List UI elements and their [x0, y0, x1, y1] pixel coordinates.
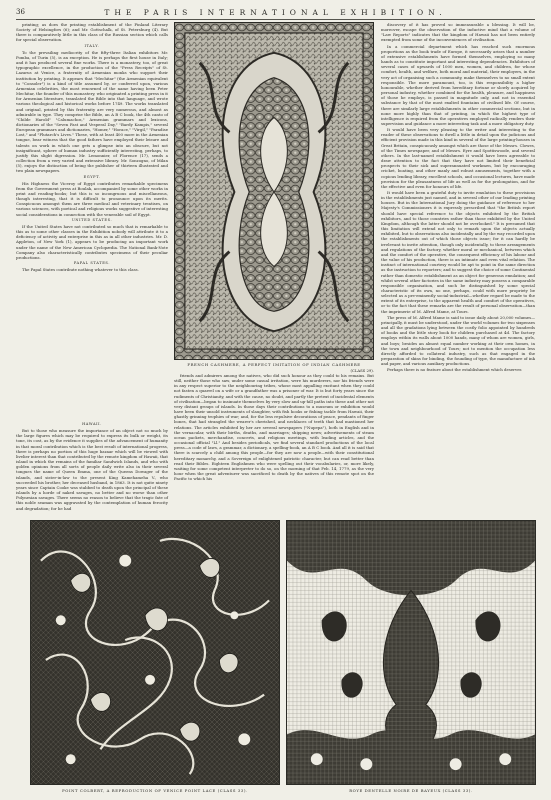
bayeux-lace-image [287, 521, 535, 784]
figure-caption-bayeux: ROYE DENTELLE NOIRE DE BAYEUX (CLASS 33). [349, 788, 473, 793]
paragraph: The press of M. Alfred Mame is said to issue daily about 20,000 volumes—principally, it must be understood, under the world volumes for two sixpenses and all the gradations lying between the costly folio appointed by hundreds of books and the little story book for children purchased at 4d. The factory employs within its walls about 1000 hands, many of whom are women, girls, and boys; besides an almost equal number working at their own homes, in the town and neighbourhood of Tours; not to mention the occupation less directly afforded to collateral industry, such as that engaged in the preparation of skins for binding, the founding of type, the manufacture of ink and paper, and various auxiliary productions. [381, 314, 535, 367]
article-column-left-lower [16, 421, 168, 517]
paragraph: In a commercial department which has reached such enormous proportions as the book trade of Europe, it necessarily arises that a number of extensive establishments have formed themselves, employing so many hands as to constitute important and interesting dependencies. Exhibitors of several cases of upwards of 1000 men, women, and children, for whose comfort, health, and welfare, both moral and material, their employers, in the very act of organising such a community, make themselves to no small extent responsible. The more paramount, too, is this responsibility a higher honourable, whether derived from hereditary fortune or slowly acquired by personal industry, whether combined for the health, pleasure, and happiness of those he employs, is passed in magnitude only, and not in essential substance by that of the most exalted fountains of civilised life. Of course, there are similarly large establishments in other commercial sections, but in none more highly than that of printing, in which the highest type of intelligence is required from the operatives employed radically renders their supervision and guidance a more interesting task and a more obligatory duty. [381, 43, 535, 126]
section-heading-italy: ITALY. [84, 43, 100, 48]
cashmere-pattern-image [175, 23, 373, 359]
page-header [16, 8, 535, 18]
figure-caption-colbert: POINT COLBERT, A REPRODUCTION OF VENICE POINT LACE (CLASS 33). [62, 788, 248, 793]
paragraph: But to those who measure the importance of an object not so much by the large figures which may be required to express its bulk or weight, its tone, its cost, as by the evidence it supplies of the advancement of humanity in that moral contribution which is the best result of international progress, there is perhaps no portion of this huge bazaar which will be viewed with livelier interest than that contributed by the remote kingdom of Hawaii, that island in which the remains of the familiar Sandwich Islands, and who with golden opinions from all sorts of people daily write also in their several tongues the name of Queen Emma, one of the Queens Dowager of the islands, and sister-in-law to the present King Kamehameha V., who succeeded his brother, her deceased husband, in 1863. It is not quite ninety years since Captain Cooke was stabbed to death upon the principal of these islands by a horde of naked savages, no better and no worse than other Polynesian savages. There seems no reason to believe that the tragic fate of this noble seaman was aggravated by the contemplation of human ferocity and degradation; for he had [16, 428, 168, 511]
figure-caption-cashmere: FRENCH CASHMERE, A PERFECT IMITATION OF INDIAN CASHMERE [187, 362, 361, 367]
section-heading-egypt: EGYPT. [83, 174, 101, 179]
paragraph: discovery of it has proved so immeasurable a blessing. It will be, moreover, escape the observation of the inductive mind that a volume of "Law Reports" indicates that the kingdom of Hawaii has not been entirely exempted from some of the inconveniences of civilisation. [381, 22, 535, 43]
section-heading-hawaii: HAWAII. [82, 422, 102, 426]
paragraph: The Papal States contribute nothing whatever to this class. [22, 267, 139, 273]
figure-class-label: (CLASS 29). [350, 368, 374, 373]
paragraph: If the United States have not contributed so much that is remarkable to this as to some other classes in the Exhibition nobody will attribute it to a deficiency of activity and enterprise in this as in all other industries. Mr. D. Appleton, of New York (1), appears to be producing an important work under the name of the New American Cyclopædia. The National Bank-Note Company also characteristically contributes specimens of their peculiar productions. [16, 223, 168, 260]
paragraph: His Highness the Viceroy of Egypt contributes remarkable specimens from the Government press at Boulak, accompanied by some other works in print and reading-books; but this is so incongruous and miscellaneous, though interesting, that it is difficult to pronounce upon its merits. Conspicuous amongst them are three medical and veterinary treatises, on various sciences, with poetical and religious works suggestive of interesting social considerations in connection with the venerable soil of Egypt. [16, 180, 168, 217]
page-number: 36 [16, 8, 25, 16]
section-heading-united-states: UNITED STATES. [71, 217, 113, 222]
figure-bayeux-lace [286, 520, 536, 785]
figure-french-cashmere [174, 22, 374, 360]
paragraph: It would have been very pleasing to the writer and interesting to the reader of these observations to dwell a little in detail upon the judicious and efficient provision made in this kind in several of the large printing-houses in Great Britain, conspicuously amongst which are those of the Messrs. Clowes, of the Times newspaper, and of Messrs. Eyre and Spottiswoode, and several others. In the last-named establishment it would have been agreeable to draw attention to the fact that they have not limited their beneficial prospects to their sick and superannuated workmen, but by encouraging cricket, boating, and other manly and robust amusements, together with a copious lending library, excellent schools, and occasional lectures, have made provision for the pleasantness of life as well as for the prolongation, and for the effective and even for honours of life. [381, 127, 535, 189]
paragraph: friends and admirers among the natives, who did such honour as they could to his remains. But still, neither those who saw, under some casual irritation, were his murderers, nor his friends were in any respect superior to the neighbouring tribes, whose most appalling excitant when they could not fasten a quarrel on a wife or a grandfather was a prisoner of war. It is but forty years since the rudiments of Christianity, and with the cause, no doubt, and partly the pretext of incidental elements of civilisation—began to insinuate themselves by very slow and up-hill paths into these and other not very distant groups of islands. In those days their contributions to a museum or exhibition would have been their unsold instruments of slaughter, with fish hooks or fishing tackle from Hawaii, their ghastly grinning trophies of war; and, for the less repulsive decorations of peace, pendants of finger bones, that had strangled the wearer's cherished, and necklaces of teeth that had mastioned her relations. The articles exhibited by her are several newspapers ("Nupepa"), both in English and in the vernacular, with their births, deaths, and marriages; shipping news; advertisements of steam ocean packets, merchandise, concerts, and religious meetings, with leading articles, and the occasional official "Ll." And besides periodicals, we find several standard productions of the local press—a code of laws, a grammar, a dictionary, a spelling-book, an A B C book. And all it is said that there is scarcely a child among this people—for they are now a people—with their constitutional hereditary monarchy, and a Sovereign of enlightened patriotic character, but can read better than read their Bibles. Eighteen Englishmen who were spelling out their vocabularies, or, more likely, waiting for some competent interpreter to do so, on the morning of that Feb. 14, 1779, as the very hour when the great adventurer was sacrificed to death by the natives of this remote spot on the Pacific to which his [174, 373, 374, 482]
article-column-right [381, 22, 535, 517]
paragraph: Perhaps there is no feature about the establishment which deserves [387, 367, 522, 373]
paragraph: printing; as does the printing establishment of the Finland Literary Society of Helsingfors (6); and Mr. Gottschalk, of St. Petersburg (4). But there is comparatively little in this class of the Russian section which calls for special observation. [16, 22, 168, 43]
article-column-left [16, 22, 168, 419]
paragraph: To the prevailing mediocrity of the fifty-three Italian exhibitors Mr. Pomba, of Turin (5), is an exception. He is perhaps the first house in Italy; and it has produced several fine works. There is a monastery, too, of great typographic excellence, in the production of the "Press Receipts" of St. Lazarus at Venice, a fraternity of Armenian monks who support their institution by printing. It appears that "Mechitar" (the Armenian equivalent to "Consoler") is a kind of title assumed by, or conferred upon, various Armenian celebrities, the most renowned of the name having been Peter Mechitar, the founder of this monastery, who originated a printing press in it for Armenian literature, translated the Bible into that language, and wrote various theological and historical works before 1749. The works translated and original, printed by this fraternity are very numerous, and almost as admirable in type. They comprise the Bible, an A B C book, the 4th canto of "Childe Harold" "Calumachos," Armenian grammars and lexicons, dictionaries of the "Seven Fast and Vesperal Day," "Bardy Kampis," several European grammars and dictionaries, "Homer," "Horace," "Virgil," "Paradise Lost," and "Plutarch's Lives." These, with at least 400 more in the Armenian tongue, bear witness that the good fathers have employed their leisure and talents on work in which one gets a glimpse into an obscure, but not insignificant, sphere of human industry sufficiently interesting, perhaps, to justify this slight digression. Mr. Lemonnier, of Florence (17), sends a collection from a very varied and extensive library. Mr. Sonzogno, of Milan (5), enjoys the distinction of being the publisher of thirteen illustrated and two plain newspapers. [16, 49, 168, 174]
figure-point-colbert-lace [30, 520, 280, 785]
header-rule [16, 19, 535, 20]
paragraph: It would have been a grateful duty to invite emulation to these provisions in the establishments just named, and in several other of our leading printing houses. But in the International Jury doing the guidance of reference to her Majesty's Commissioners it is expressly prescribed that "the British report should have special reference to the objects exhibited by the British exhibitors, and to those countries rather than those exhibited by the United Kingdom, although the latter should not be overlooked." It is presumed that this limitation will extend not only to remark upon the objects actually exhibited, but to observations also incidentally and by the way recorded upon the establishments out of which those objects issue; for it can hardly be irrelevant to invite attention, though only incidentally, to these arrangements and regulations of the factory, whether moral or mechanical, between which and the comfort of the operative, the consequent efficiency of his labour and the value of his production, there is an intimate and even vital relation. The instinct of international courtesy would be apt to point in the same direction as the instruction to reporters; and to suggest the choice of some Continental rather than domestic establishment as an object for generous emulation; and whilst several other factories in the same industry may possess a comparable responsible organisation, and such be distinguished by some special characteristic of its own, no one, perhaps, could with more propriety be selected as a pre-eminently social-industrial—whether regard be made to the extent of its enterprise, to the apparent health and comfort of the operatives, or to the fact that these remarks are the result of personal observation—than the imprimerie of M. Alfred Mame, at Tours. [381, 190, 535, 314]
article-column-middle-upper [174, 373, 374, 482]
article-column-middle-lower [286, 455, 374, 495]
lace-pattern-image [31, 521, 279, 784]
page-title: THE PARIS INTERNATIONAL EXHIBITION. [104, 8, 447, 17]
section-heading-papal-states: PAPAL STATES. [73, 261, 111, 266]
